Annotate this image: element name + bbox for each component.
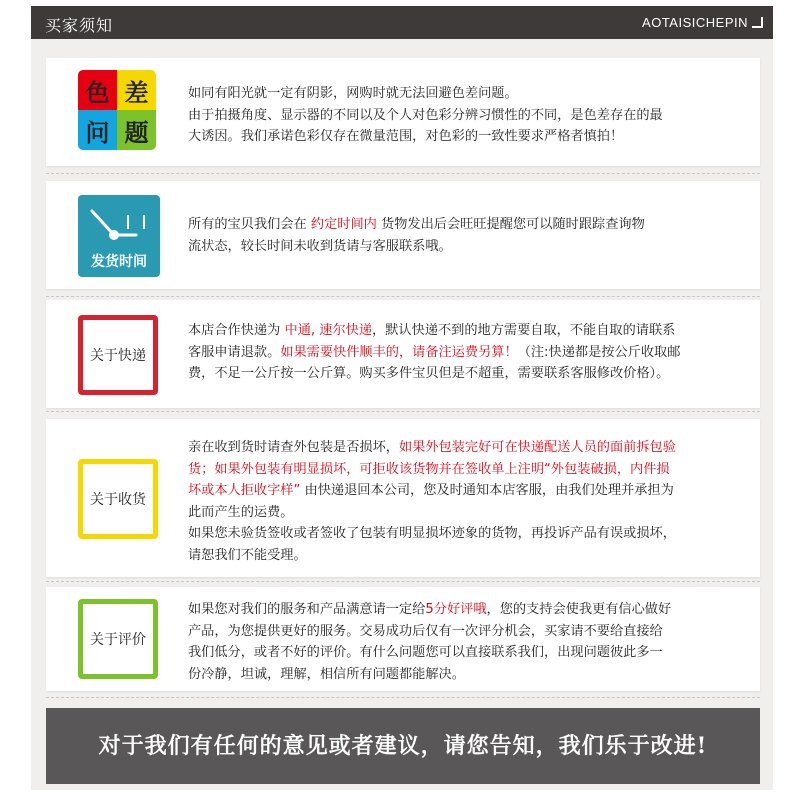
color-char: 色 [78, 70, 117, 110]
highlight-text: 如果外包装完好可在快递配送人员的面前拆包验 [399, 440, 676, 455]
text-segment: ，您的支持会使我更有信心做好 [486, 602, 672, 617]
highlight-text: 坏或本人拒收字样” [188, 483, 301, 498]
color-difference-icon [78, 70, 156, 150]
text-line: 费，不足一公斤按一公斤算。购买多件宝贝但是不超重，需要联系客服修改价格）。 [188, 366, 670, 381]
text-segment: 亲在收到货时请查外包装是否损坏， [188, 440, 399, 455]
text-line: 流状态，较长时间未收到货请与客服联系哦。 [188, 238, 452, 254]
express-section [46, 300, 760, 408]
divider [46, 173, 760, 174]
shipping-time-icon [78, 195, 160, 277]
highlight-text: 约定时间内 [310, 217, 377, 232]
clock-icon [78, 195, 160, 253]
text-segment: 如果您对我们的服务和产品满意请一定给 [188, 602, 426, 617]
text-segment: 客服申请退款。 [188, 344, 281, 360]
text-segment: 货物发出后会旺旺提醒您可以随时跟踪查询物 [376, 217, 645, 232]
text-segment: 所有的宝贝我们会在 [188, 217, 311, 232]
text-line: 此而产生的运费。 [188, 504, 294, 520]
text-line: 我们低分，或者不好的评价。有什么问题您可以直接联系我们，出现问题彼此多一 [188, 645, 663, 660]
receipt-icon [78, 459, 158, 539]
text-segment: 本店合作快递为 [188, 323, 285, 338]
highlight-text: 5分好评哦 [425, 602, 487, 617]
text-line: 份冷静，坦诚，理解，相信所有问题都能解决。 [188, 666, 465, 682]
review-icon [78, 599, 158, 679]
highlight-text: 如果需要快件顺丰的，请备注运费另算！ [280, 344, 518, 360]
brand-link[interactable] [642, 15, 763, 30]
difference-char: 差 [117, 70, 156, 110]
shipping-time-section [46, 181, 760, 289]
divider [46, 296, 760, 297]
footer-banner [46, 708, 760, 784]
divider [46, 697, 760, 698]
text-line: 由于拍摄角度、显示器的不同以及个人对色彩分辨习惯性的不同，是色差存在的最 [188, 107, 663, 123]
color-difference-section [46, 58, 760, 166]
shipping-time-label: 发货时间 [91, 254, 147, 270]
receipt-section [46, 419, 760, 577]
color-difference-text [188, 83, 730, 148]
text-line: 大诱因。我们承诺色彩仅存在微量范围，对色彩的一致性要求严格者慎拍！ [188, 129, 624, 144]
question-char: 问 [78, 110, 117, 150]
problem-char: 题 [117, 110, 156, 150]
page-header [31, 6, 773, 39]
divider [46, 581, 760, 582]
divider [46, 411, 760, 412]
footer-message: 对于我们有任何的意见或者建议，请您告知，我们乐于改进! [98, 733, 708, 759]
express-label: 关于快递 [90, 348, 146, 364]
page-title: 买家须知 [45, 16, 114, 35]
review-label: 关于评价 [90, 632, 146, 648]
highlight-text: 中通, 速尔快递 [284, 323, 373, 338]
text-line: 如果您未验货签收或者签收了包装有明显损坏迹象的货物，再投诉产品有误或损坏， [188, 526, 676, 541]
text-line: 产品，为您提供更好的服务。交易成功后仅有一次评分机会，买家请不要给直接给 [188, 623, 663, 639]
review-text [188, 599, 730, 685]
express-text [188, 320, 730, 385]
text-segment: ，默认快递不到的地方需要自取，不能自取的请联系 [372, 323, 676, 338]
receipt-text [188, 437, 730, 566]
arrow-down-right-icon [752, 17, 763, 28]
text-segment: 由快递退回本公司，您及时通知本店客服，由我们处理并承担为 [300, 483, 674, 498]
receipt-label: 关于收货 [90, 492, 146, 508]
text-segment: （注:快递都是按公斤收取邮 [517, 344, 681, 360]
express-icon [78, 315, 158, 395]
brand-name: AOTAISICHEPIN [642, 15, 748, 30]
shipping-time-text [188, 214, 730, 257]
text-line: 请恕我们不能受理。 [188, 547, 307, 563]
review-section [46, 587, 760, 691]
highlight-line: 货；如果外包装有明显损坏，可拒收该货物并在签收单上注明“外包装破损，内件损 [188, 461, 670, 477]
text-line: 如同有阳光就一定有阴影，网购时就无法回避色差问题。 [188, 86, 518, 101]
